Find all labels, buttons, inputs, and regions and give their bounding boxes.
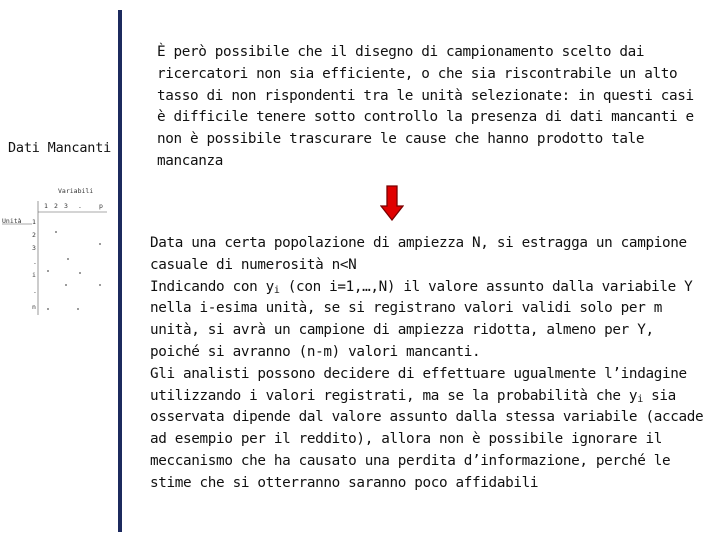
text-run: sia osservata dipende dal valore assunto dalla stessa variabile (accade ad esempio per il reddito), allora non è possibile ignorare il meccanismo che ha causato una perdita d’informazione, perché le stime che si otterranno saranno poco affidabili: [150, 387, 704, 491]
down-arrow-icon: [380, 185, 404, 221]
vertical-divider: [118, 10, 122, 532]
sentence-population: Data una certa popolazione di ampiezza N, si estragga un campione casuale di numerosità n<N: [150, 235, 687, 273]
matrix-row-label: 2: [32, 231, 36, 239]
data-matrix-figure: [2, 187, 114, 327]
matrix-row-label: 3: [32, 244, 36, 252]
sentence-missing-values: [150, 277, 710, 364]
text-run: Indicando con y: [150, 278, 274, 295]
text-run: Gli analisti possono decidere di effettuare ugualmente l’indagine utilizzando i valori registrati, ma se la probabilità che y: [150, 365, 687, 404]
matrix-row-label: n: [32, 303, 36, 311]
matrix-col-label: 1: [44, 202, 48, 210]
matrix-col-label: 3: [64, 202, 68, 210]
matrix-row-label: .: [33, 287, 37, 295]
intro-paragraph: [157, 42, 702, 173]
matrix-header: Variabili: [58, 187, 94, 195]
matrix-row-header: Unità: [2, 217, 22, 225]
matrix-col-label: 2: [54, 202, 58, 210]
matrix-col-label: .: [78, 202, 82, 210]
main-paragraph: [150, 233, 710, 495]
text-run: (con i=1,…,N) il valore assunto dalla variabile Y nella i-esima unità, se si registrano valori validi solo per m unità, si avrà un campione di ampiezza ridotta, almeno per Y, poiché si avranno (n-m) valori mancanti.: [150, 278, 693, 360]
intro-text: È però possibile che il disegno di campionamento scelto dai ricercatori non sia efficiente, o che sia riscontrabile un alto tasso di non rispondenti tra le unità selezionate: in questi casi è difficile tenere sotto controllo la presenza di dati mancanti e non è possibile trascurare le cause che hanno prodotto tale mancanza: [157, 44, 694, 169]
sidebar-title: Dati Mancanti: [8, 140, 112, 156]
matrix-row-label: .: [33, 258, 37, 266]
sentence-analysts: [150, 364, 710, 495]
subscript-i: i: [273, 284, 280, 296]
subscript-i: i: [637, 393, 643, 405]
matrix-row-label: i: [32, 271, 36, 279]
matrix-grid: [2, 187, 114, 327]
matrix-col-label: p: [99, 202, 103, 210]
matrix-row-label: 1: [32, 218, 36, 226]
